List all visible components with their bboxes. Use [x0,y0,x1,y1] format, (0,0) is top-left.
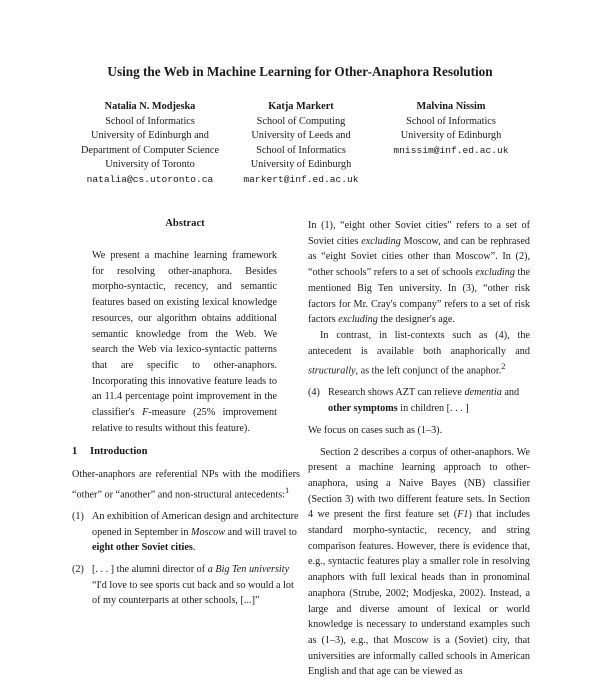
author-name: Katja Markert [268,101,334,112]
affiliation-line: School of Informatics [406,115,496,127]
left-column-text [72,467,300,615]
section-heading-introduction: 1 Introduction [72,446,148,457]
affiliation-line: University of Toronto [105,159,195,171]
paragraph: In contrast, in list-contexts such as (4), the antecedent is available both anaphorically and structurally, as the left conjunct of the anaphor.$^2$ [308,329,530,377]
paragraph: Other-anaphors are referential NPs with the modifiers “other” or “another” and non-structural antecedents:$^1$ [72,469,300,501]
affiliation-line: University of Edinburgh [400,130,502,142]
affiliation-line: School of Computing [256,115,346,127]
author-block-1 [44,100,256,188]
author-email: mnissim@inf.ed.ac.uk [393,144,509,156]
affiliation-line: School of Informatics [105,115,195,127]
paragraph: We focus on cases such as (1–3). [308,424,443,436]
author-block-3 [368,100,534,158]
affiliation-line: University of Edinburgh and [91,130,209,142]
affiliation-line: University of Edinburgh [250,159,352,171]
affiliation-line: School of Informatics [256,144,346,156]
paper-title: Using the Web in Machine Learning for Other-Anaphora Resolution [107,64,493,79]
author-block-2 [236,100,366,188]
affiliation-line: University of Leeds and [251,130,351,142]
example-2: (2) [. . . ] the alumni director of a Big Ten university “I'd love to see sports cut back and so would a lot of my counterparts at other schools, [...]” [72,563,294,607]
example-4: (4) Research shows AZT can relieve dementia and other symptoms in children [. . . ] [308,387,520,415]
right-column-text [308,218,530,680]
abstract-heading: Abstract [165,218,205,229]
footnote-marker: 1 [285,484,290,495]
example-1: (1) An exhibition of American design and architecture opened in September in Moscow and will travel to eight other Soviet cities. [72,510,299,554]
affiliation-line: Department of Computer Science [80,144,220,156]
abstract-text: We present a machine learning framework for resolving other-anaphora. Besides morpho-syntactic, recency, and semantic features based on existing lexical knowledge resources, our algorithm obtains additional semantic knowledge from the Web. We search the Web via lexico-syntactic patterns that are specific to other-anaphors. Incorporating this innovative feature leads to an 11.4 percentage point improvement in the classifier's F-measure (25% improvement relative to results without this feature). [92,250,277,434]
author-email: natalia@cs.utoronto.ca [86,173,214,185]
author-email: markert@inf.ed.ac.uk [243,173,359,185]
paragraph: Section 2 describes a corpus of other-anaphors. We present a machine learning approach to other-anaphora, using a Naive Bayes (NB) classifier (Section 3) with two different feature sets. In Section 4 we present the first feature set (F1) that includes standard morpho-syntactic, recency, and string comparison features. However, there is evidence that, e.g., syntactic features play a smaller role in resolving anaphors with full lexical heads than in pronominal anaphora (Strube, 2002; Modjeska, 2002). Instead, a large and diverse amount of lexical or world knowledge is necessary to understand examples such as (1–3), e.g., that Moscow is a (Soviet) city, that universities are informally called schools in American English and that age can be viewed as [308,446,530,678]
author-name: Malvina Nissim [416,101,486,112]
paragraph: In (1), “eight other Soviet cities” refers to a set of Soviet cities excluding Moscow, and can be rephrased as “eight Soviet cities other than Moscow”. In (2), “other schools” refers to a set of schools excluding the mentioned Big Ten university. In (3), “other risk factors for Mr. Cray's company” refers to a set of risk factors excluding the designer's age. [308,220,530,326]
author-name: Natalia N. Modjeska [104,101,196,112]
footnote-marker: 2 [501,361,506,372]
